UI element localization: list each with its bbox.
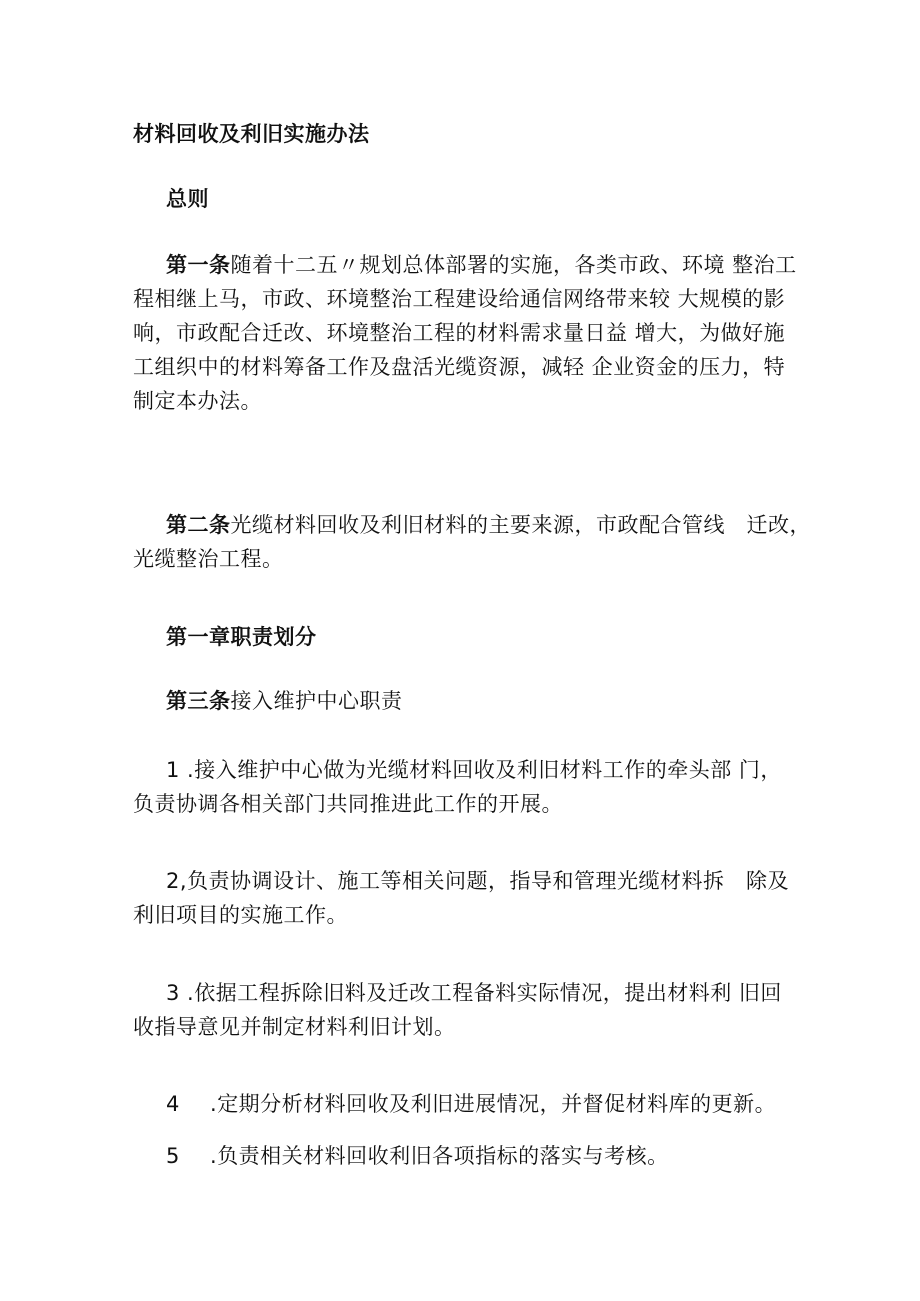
list-item-4-number: 4 [166, 1092, 180, 1116]
article-2-line-1: 光缆材料回收及利旧材料的主要来源，市政配合管线 迁改， [230, 513, 811, 537]
list-item-4-separator: . [210, 1092, 218, 1116]
list-item-1 [133, 753, 782, 821]
article-2-first-line [133, 508, 811, 542]
list-item-3 [133, 976, 782, 1044]
list-item-1-line-1: 接入维护中心做为光缆材料回收及利旧材料工作的牵头部 门， [194, 758, 782, 782]
list-item-5 [166, 1139, 669, 1173]
list-item-2-separator: , [179, 869, 188, 893]
list-item-3-line-1: 依据工程拆除旧料及迁改工程备料实际情况，提出材料利 旧回 [194, 981, 782, 1005]
list-item-4-line-1: 定期分析材料回收及利旧进展情况，并督促材料库的更新。 [217, 1092, 777, 1116]
list-item-2-line-1: 负责协调设计、施工等相关问题，指导和管理光缆材料拆 除及 [187, 869, 790, 893]
list-item-1-number: 1 [166, 758, 180, 782]
list-item-3-number: 3 [166, 981, 180, 1005]
article-1 [133, 248, 797, 418]
list-item-1-separator: . [179, 758, 195, 782]
list-item-1-line-2: 负责协调各相关部门共同推进此工作的开展。 [133, 792, 563, 816]
article-3-label: 第三条 [166, 689, 231, 713]
list-item-5-separator: . [210, 1144, 218, 1168]
article-1-first-line [133, 248, 797, 282]
chapter-1-heading: 第一章职责划分 [166, 625, 317, 649]
list-item-2-number: 2 [166, 869, 180, 893]
article-1-line-2: 程相继上马，市政、环境整治工程建设给通信网络带来较 大规模的影 [133, 287, 786, 311]
article-2 [133, 508, 811, 576]
article-3-text: 接入维护中心职责 [230, 689, 403, 713]
list-item-2 [133, 864, 789, 932]
list-item-5-line-1: 负责相关材料回收利旧各项指标的落实与考核。 [217, 1144, 669, 1168]
list-item-4 [166, 1087, 776, 1121]
article-1-line-4: 工组织中的材料筹备工作及盘活光缆资源，减轻 企业资金的压力，特 [133, 355, 786, 379]
article-2-label: 第二条 [166, 513, 231, 537]
general-heading: 总则 [166, 187, 209, 211]
list-item-2-line-2: 利旧项目的实施工作。 [133, 903, 348, 927]
article-2-line-2: 光缆整治工程。 [133, 547, 284, 571]
article-3 [166, 684, 403, 718]
article-1-line-1: 随着十二五〃规划总体部署的实施，各类市政、环境 整治工 [230, 253, 797, 277]
document-title: 材料回收及利旧实施办法 [133, 122, 370, 146]
list-item-5-number: 5 [166, 1144, 180, 1168]
article-1-line-3: 响，市政配合迁改、环境整治工程的材料需求量日益 增大，为做好施 [133, 321, 786, 345]
article-1-line-5: 制定本办法。 [133, 389, 262, 413]
list-item-3-separator: . [179, 981, 195, 1005]
list-item-3-line-2: 收指导意见并制定材料利旧计划。 [133, 1015, 456, 1039]
article-1-label: 第一条 [166, 253, 231, 277]
